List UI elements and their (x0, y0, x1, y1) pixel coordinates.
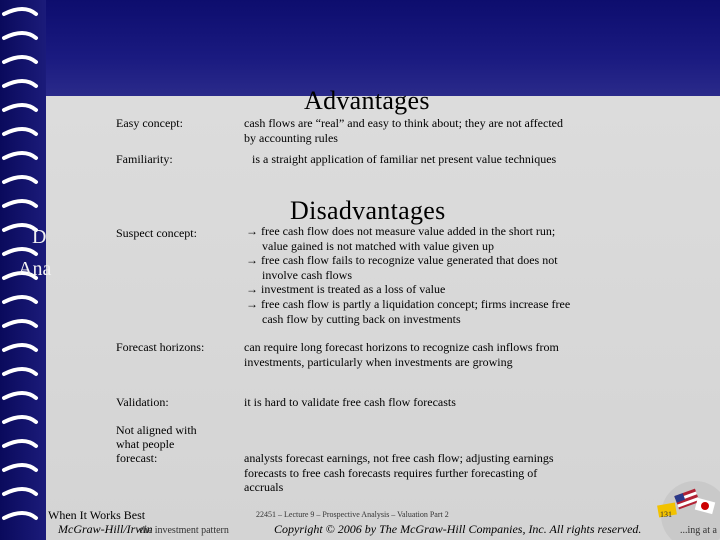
page-number: 131 (660, 510, 672, 519)
dis-label-3: Not aligned with what people forecast: (116, 423, 197, 465)
dis-text-1: can require long forecast horizons to recognize cash inflows from investments, particularly when investments are growing (244, 340, 559, 369)
advantages-heading: Advantages (304, 86, 430, 115)
suspect-list (232, 224, 572, 326)
adv-label-1: Easy concept: (116, 116, 183, 130)
list-item: → free cash flow is partly a liquidation concept; firms increase free cash flow by cutting back on investments (246, 296, 571, 326)
disadvantages-heading: Disadvantages (290, 196, 446, 225)
behind-text: the investment pattern (140, 525, 229, 536)
dis-label-2: Validation: (116, 395, 169, 409)
dis-text-3: analysts forecast earnings, not free cash flow; adjusting earnings forecasts to free cash forecasts requires further forecasting of accruals (244, 451, 554, 494)
ghost-word: Ana (18, 258, 52, 280)
adv-text-1: cash flows are “real” and easy to think about; they are not affected by accounting rules (244, 116, 563, 145)
ghost-letter: D (32, 226, 47, 248)
list-item: → free cash flow does not measure value added in the short run; value gained is not matched with value given up (246, 224, 556, 253)
title-band (0, 0, 720, 96)
trailing-text: ...ing at a (680, 525, 717, 536)
suspect-label: Suspect concept: (116, 226, 197, 240)
dis-text-2: it is hard to validate free cash flow forecasts (244, 395, 456, 409)
course-line: 22451 – Lecture 9 – Prospective Analysis – Valuation Part 2 (256, 510, 449, 519)
adv-label-2: Familiarity: (116, 152, 173, 166)
when-it-works: When It Works Best (48, 508, 146, 522)
adv-text-2: is a straight application of familiar net present value techniques (252, 152, 557, 166)
dis-label-1: Forecast horizons: (116, 340, 205, 354)
copyright: Copyright © 2006 by The McGraw-Hill Companies, Inc. All rights reserved. (274, 522, 642, 536)
publisher: McGraw-Hill/Irwin (58, 522, 153, 536)
list-item: → free cash flow fails to recognize value generated that does not involve cash flows (246, 253, 558, 282)
list-item: → investment is treated as a loss of value (246, 282, 446, 297)
